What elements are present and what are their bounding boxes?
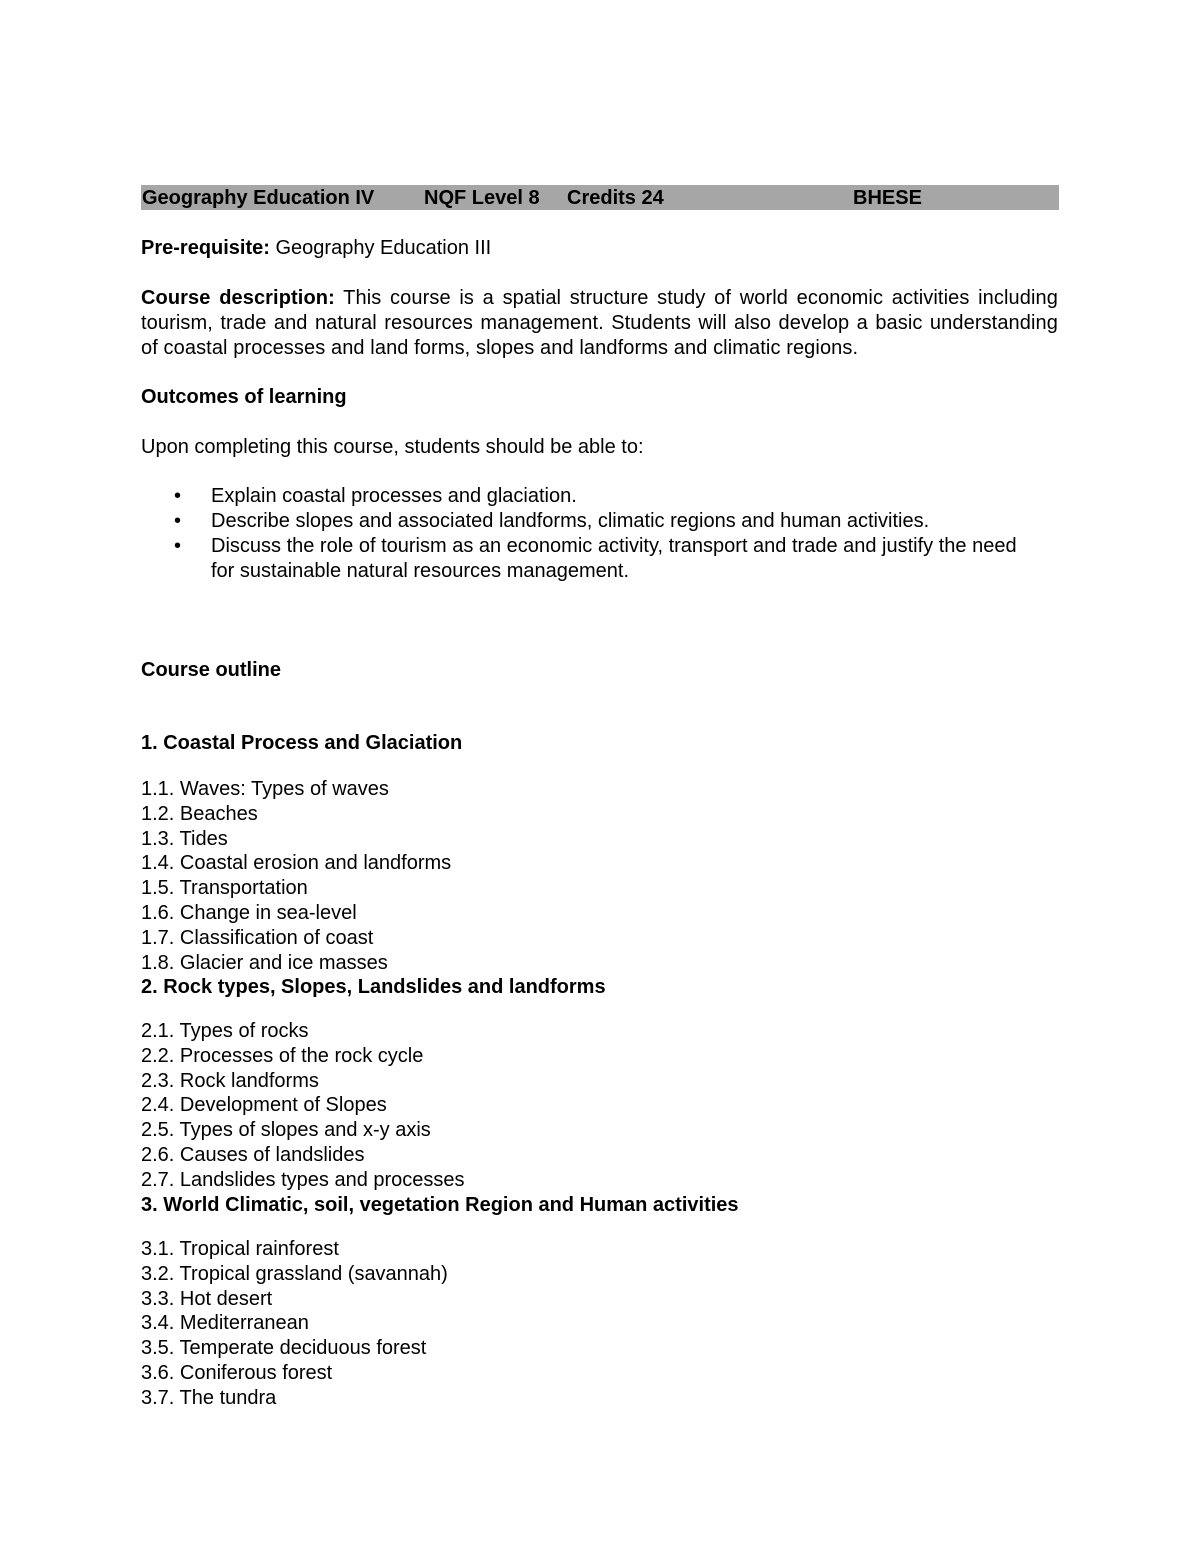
list-item: 1.7. Classification of coast <box>141 926 374 949</box>
outcomes-intro: Upon completing this course, students should be able to: <box>141 436 644 458</box>
nqf-level: NQF Level 8 <box>424 187 540 209</box>
section-items <box>141 1019 465 1193</box>
list-item: 1.8. Glacier and ice masses <box>141 951 388 974</box>
list-item: 3.7. The tundra <box>141 1386 277 1409</box>
list-item <box>141 534 1041 584</box>
bullet-icon: • <box>174 535 182 557</box>
list-item: 1.1. Waves: Types of waves <box>141 778 389 800</box>
section-title: 1. Coastal Process and Glaciation <box>141 732 463 754</box>
course-description <box>141 286 1058 361</box>
outcomes-list <box>141 484 1059 584</box>
list-item: 2.6. Causes of landslides <box>141 1143 365 1166</box>
section-title: 2. Rock types, Slopes, Landslides and landforms <box>141 976 606 998</box>
outcome-text: Discuss the role of tourism as an economic activity, transport and trade and justify the need for sustainable natural resources management. <box>211 535 1017 582</box>
list-item: 2.3. Rock landforms <box>141 1069 319 1092</box>
list-item: 2.7. Landslides types and processes <box>141 1168 465 1191</box>
list-item: 2.5. Types of slopes and x-y axis <box>141 1119 431 1142</box>
list-item: 2.4. Development of Slopes <box>141 1094 387 1117</box>
outcomes-heading: Outcomes of learning <box>141 386 347 408</box>
list-item <box>141 509 1041 534</box>
list-item: 3.4. Mediterranean <box>141 1312 309 1335</box>
course-title: Geography Education IV <box>142 187 375 209</box>
list-item: 1.2. Beaches <box>141 802 258 825</box>
programme-code: BHESE <box>853 187 922 209</box>
section-items <box>141 777 451 975</box>
bullet-icon: • <box>174 510 182 532</box>
bullet-icon: • <box>174 485 182 507</box>
list-item: 3.2. Tropical grassland (savannah) <box>141 1262 448 1285</box>
list-item <box>141 484 1041 509</box>
list-item: 1.4. Coastal erosion and landforms <box>141 852 452 875</box>
list-item: 1.6. Change in sea-level <box>141 901 357 924</box>
section-items <box>141 1237 448 1411</box>
section-title: 3. World Climatic, soil, vegetation Region and Human activities <box>141 1194 739 1216</box>
list-item: 2.1. Types of rocks <box>141 1020 309 1042</box>
outline-heading: Course outline <box>141 659 282 681</box>
outcome-text: Explain coastal processes and glaciation. <box>211 485 577 507</box>
list-item: 3.1. Tropical rainforest <box>141 1238 339 1260</box>
course-description-label: Course description: <box>141 287 335 309</box>
outcome-text: Describe slopes and associated landforms, climatic regions and human activities. <box>211 510 930 532</box>
list-item: 2.2. Processes of the rock cycle <box>141 1044 424 1067</box>
list-item: 3.3. Hot desert <box>141 1287 273 1310</box>
course-header-bar <box>141 185 1059 210</box>
list-item: 3.6. Coniferous forest <box>141 1361 333 1384</box>
prerequisite <box>141 236 491 261</box>
course-description-text: This course is a spatial structure study of world economic activities including tourism, trade and natural resources management. Students will also develop a basic understanding of coastal processes and land forms, slopes and landforms and climatic regions. <box>141 287 1058 359</box>
prerequisite-label: Pre-requisite: <box>141 237 270 259</box>
list-item: 3.5. Temperate deciduous forest <box>141 1337 427 1360</box>
list-item: 1.3. Tides <box>141 827 228 850</box>
list-item: 1.5. Transportation <box>141 877 308 900</box>
credits: Credits 24 <box>567 187 664 209</box>
prerequisite-value: Geography Education III <box>269 237 492 259</box>
